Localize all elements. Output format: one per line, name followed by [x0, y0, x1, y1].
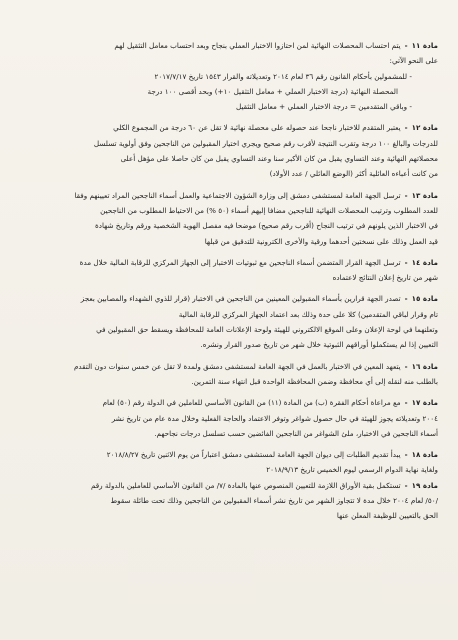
article-number: مادة ١٢: [411, 123, 438, 133]
article-18: مادة ١٨-يبدأ تقديم الطلبات إلى ديوان الجهة العامة لمستشفى دمشق اعتباراً من يوم الاثنين تاريخ ٢٠١٨/٨/٢٧ ولغاية نهاية الدوام الرسمي ليوم الخميس تاريخ ٢٠١٨/٩/١٣: [20, 447, 438, 478]
article-number: مادة ١٨: [411, 450, 438, 460]
article-line: وتعلنهما في لوحة الإعلان وعلى الموقع الالكتروني للهيئة ولوحة الإعلانات العامة للمحافظة ويسقط حق المقبولين في: [96, 325, 438, 335]
bullet-item: وباقي المتقدمين = درجة الاختبار العملي + معامل التثقيل: [236, 102, 408, 112]
bullet-item: للمشمولين بأحكام القانون رقم ٣٦ لعام ٢٠١٤ وتعديلاته والقرار ١٥٤٣ تاريخ ٢٠١٧/٧/١٧: [154, 71, 408, 81]
article-number: مادة ١٧: [411, 398, 438, 408]
bullet-item: المحصلة النهائية (درجة الاختبار العملي + معامل التثقيل ١٠+) وبحد أقصى ١٠٠ درجة: [147, 86, 398, 96]
article-line: /٥٠/ لعام ٢٠٠٤ خلال مدة لا تتجاوز الشهر من تاريخ نشر أسماء المقبولين من الناجحين وذلك تحت طائلة سقوط: [110, 496, 438, 506]
article-line: تستكمل بقية الأوراق اللازمة للتعيين المنصوص عنها بالمادة /٧/ من القانون الأساسي للعاملين بالدولة رقم: [90, 480, 401, 490]
article-number: مادة ١٣: [411, 190, 438, 200]
article-15: مادة ١٥-تصدر الجهة قرارين بأسماء المقبولين المعينين من الناجحين في الاختبار (قرار للذوي الشهداء والمصابين بعجز تام وقرار لباقي المتقدمين) كلا على حدة وذلك بعد اعتماد الجهاز المركزي للرقابة المالية وتعلنهما في لوحة الإعلان وعلى الموقع الالكتروني للهيئة ولوحة الإعلانات العامة للمحافظة ويسقط حق المقبولين في التعيين إذا لم يستكملوا أوراقهم الثبوتية خلال شهر من تاريخ صدور القرار ونشره.: [20, 291, 438, 352]
article-line: بالطلب منه لنقله إلى أي محافظة وضمن المحافظة الواحدة قبل انتهاء سنة التمرين.: [191, 376, 438, 386]
article-line: على النحو الآتي:: [389, 56, 438, 66]
article-line: يعتبر المتقدم للاختبار ناجحا عند حصوله على محصلة نهائية لا تقل عن ٦٠ درجة من المجموع الكلي: [113, 123, 401, 133]
article-14: مادة ١٤-ترسل الجهة القرار المتضمن أسماء الناجحين مع ثبوتيات الاختبار إلى الجهاز المركزي للرقابة المالية خلال مدة شهر من تاريخ إعلان النتائج لاعتماده: [20, 255, 438, 286]
article-line: قيد العمل وذلك على نسختين أحدهما ورقية والأخرى الكترونية للتدقيق من قبلها: [204, 236, 438, 246]
article-line: شهر من تاريخ إعلان النتائج لاعتماده: [332, 273, 438, 283]
article-line: للعدد المطلوب وترتيب المحصلات النهائية للناجحين مضافا إليهم أسماء (٥٠ %) من الاحتياط المطلوب من الناجحين: [100, 205, 438, 215]
article-number: مادة ١٥: [411, 294, 438, 304]
article-19: مادة ١٩-تستكمل بقية الأوراق اللازمة للتعيين المنصوص عنها بالمادة /٧/ من القانون الأساسي للعاملين بالدولة رقم /٥٠/ لعام ٢٠٠٤ خلال مدة لا تتجاوز الشهر من تاريخ نشر أسماء المقبولين من الناجحين وذلك تحت طائلة سقوط الحق بالتعيين للوظيفة المعلن عنها: [20, 478, 438, 524]
article-number: مادة ١٦: [411, 361, 438, 371]
article-line: ترسل الجهة القرار المتضمن أسماء الناجحين مع ثبوتيات الاختبار إلى الجهاز المركزي للرقابة المالية خلال مدة: [79, 257, 401, 267]
article-number: مادة ١٤: [411, 257, 438, 267]
article-16: مادة ١٦-يتعهد المعين في الاختبار بالعمل في الجهة العامة لمستشفى دمشق ولمدة لا تقل عن خمس سنوات دون التقدم بالطلب منه لنقله إلى أي محافظة وضمن المحافظة الواحدة قبل انتهاء سنة التمرين.: [20, 359, 438, 390]
article-line: التعيين إذا لم يستكملوا أوراقهم الثبوتية خلال شهر من تاريخ صدور القرار ونشره.: [200, 340, 438, 350]
article-line: الحق بالتعيين للوظيفة المعلن عنها: [336, 511, 438, 521]
article-line: ترسل الجهة العامة لمستشفى دمشق إلى وزارة الشؤون الاجتماعية والعمل أسماء الناجحين المراد تعيينهم وفقا: [74, 190, 401, 200]
article-line: ٢٠٠٤ وتعديلاته يجوز للهيئة في حال حصول شواغر وتوفر الاعتماد والحاجة الفعلية وخلال مدة عام من تاريخ نشر: [111, 413, 438, 423]
article-line: ولغاية نهاية الدوام الرسمي ليوم الخميس تاريخ ٢٠١٨/٩/١٣: [266, 465, 438, 475]
article-line: يبدأ تقديم الطلبات إلى ديوان الجهة العامة لمستشفى دمشق اعتباراً من يوم الاثنين تاريخ ٢٠١٨/٨/٢٧: [106, 450, 401, 460]
article-11: مادة ١١-يتم احتساب المحصلات النهائية لمن احتازوا الاختبار العملي بنجاح وبعد احتساب معامل التثقيل لهم على النحو الآتي: - للمشمولين بأحكام القانون رقم ٣٦ لعام ٢٠١٤ وتعديلاته والقرار ١٥٤٣ تاريخ ٢٠١٧/٧/١٧ المحصلة النهائية (درجة الاختبار العملي + معامل التثقيل ١٠+) وبحد أقصى ١٠٠ درجة - وباقي المتقدمين = درجة الاختبار العملي + معامل التثقيل: [20, 38, 438, 114]
article-line: يتم احتساب المحصلات النهائية لمن احتازوا الاختبار العملي بنجاح وبعد احتساب معامل التثقيل لهم: [114, 41, 401, 50]
article-17: مادة ١٧-مع مراعاة أحكام الفقرة (ب) من المادة (١١) من القانون الأساسي للعاملين في الدولة رقم (٥٠) لعام ٢٠٠٤ وتعديلاته يجوز للهيئة في حال حصول شواغر وتوفر الاعتماد والحاجة الفعلية وخلال مدة عام من تاريخ نشر أسماء الناجحين في الاختبار، ملئ الشواغر من الناجحين الفائضين حسب تسلسل درجات نجاحهم.: [20, 395, 438, 441]
article-line: تصدر الجهة قرارين بأسماء المقبولين المعينين من الناجحين في الاختبار (قرار للذوي الشهداء والمصابين بعجز: [80, 294, 401, 304]
article-number: مادة ١١: [411, 41, 438, 50]
article-line: مع مراعاة أحكام الفقرة (ب) من المادة (١١) من القانون الأساسي للعاملين في الدولة رقم (٥٠) لعام: [102, 398, 401, 408]
article-13: مادة ١٣-ترسل الجهة العامة لمستشفى دمشق إلى وزارة الشؤون الاجتماعية والعمل أسماء الناجحين المراد تعيينهم وفقا للعدد المطلوب وترتيب المحصلات النهائية للناجحين مضافا إليهم أسماء (٥٠ %) من الاحتياط المطلوب من الناجحين في الاختبار الذين يلونهم في ترتيب النجاح (أقرب رقم صحيح) موضحا فيه مفصل الهوية الشخصية ورقم وتاريخ شهادة قيد العمل وذلك على نسختين أحدهما ورقية والأخرى الكترونية للتدقيق من قبلها: [20, 188, 438, 249]
article-line: للدرجات والبالغ ١٠٠ درجة وتقرب النتيجة لأقرب رقم صحيح ويجري اختيار المقبولين من الناجحين وفق أولوية تسلسل: [93, 138, 438, 148]
article-line: في الاختبار الذين يلونهم في ترتيب النجاح (أقرب رقم صحيح) موضحا فيه مفصل الهوية الشخصية ورقم وتاريخ شهادة: [95, 221, 438, 231]
article-number: مادة ١٩: [411, 480, 438, 490]
article-line: من كانت أعباءه العائلية أكثر (الوضع العائلي / عدد الأولاد): [269, 169, 438, 179]
article-line: محصلاتهم النهائية وعند التساوي يقبل من كان الأكبر سنا وعند التساوي يقبل من كان حاصلا على مؤهل أعلى: [120, 154, 438, 164]
article-line: أسماء الناجحين في الاختبار، ملئ الشواغر من الناجحين الفائضين حسب تسلسل درجات نجاحهم.: [154, 428, 438, 438]
article-12: مادة ١٢-يعتبر المتقدم للاختبار ناجحا عند حصوله على محصلة نهائية لا تقل عن ٦٠ درجة من المجموع الكلي للدرجات والبالغ ١٠٠ درجة وتقرب النتيجة لأقرب رقم صحيح ويجري اختيار المقبولين من الناجحين وفق أولوية تسلسل محصلاتهم النهائية وعند التساوي يقبل من كان الأكبر سنا وعند التساوي يقبل من كان حاصلا على مؤهل أعلى من كانت أعباءه العائلية أكثر (الوضع العائلي / عدد الأولاد): [20, 120, 438, 181]
article-line: تام وقرار لباقي المتقدمين) كلا على حدة وذلك بعد اعتماد الجهاز المركزي للرقابة المالية: [178, 309, 438, 319]
article-line: يتعهد المعين في الاختبار بالعمل في الجهة العامة لمستشفى دمشق ولمدة لا تقل عن خمس سنوات دون التقدم: [73, 361, 401, 371]
